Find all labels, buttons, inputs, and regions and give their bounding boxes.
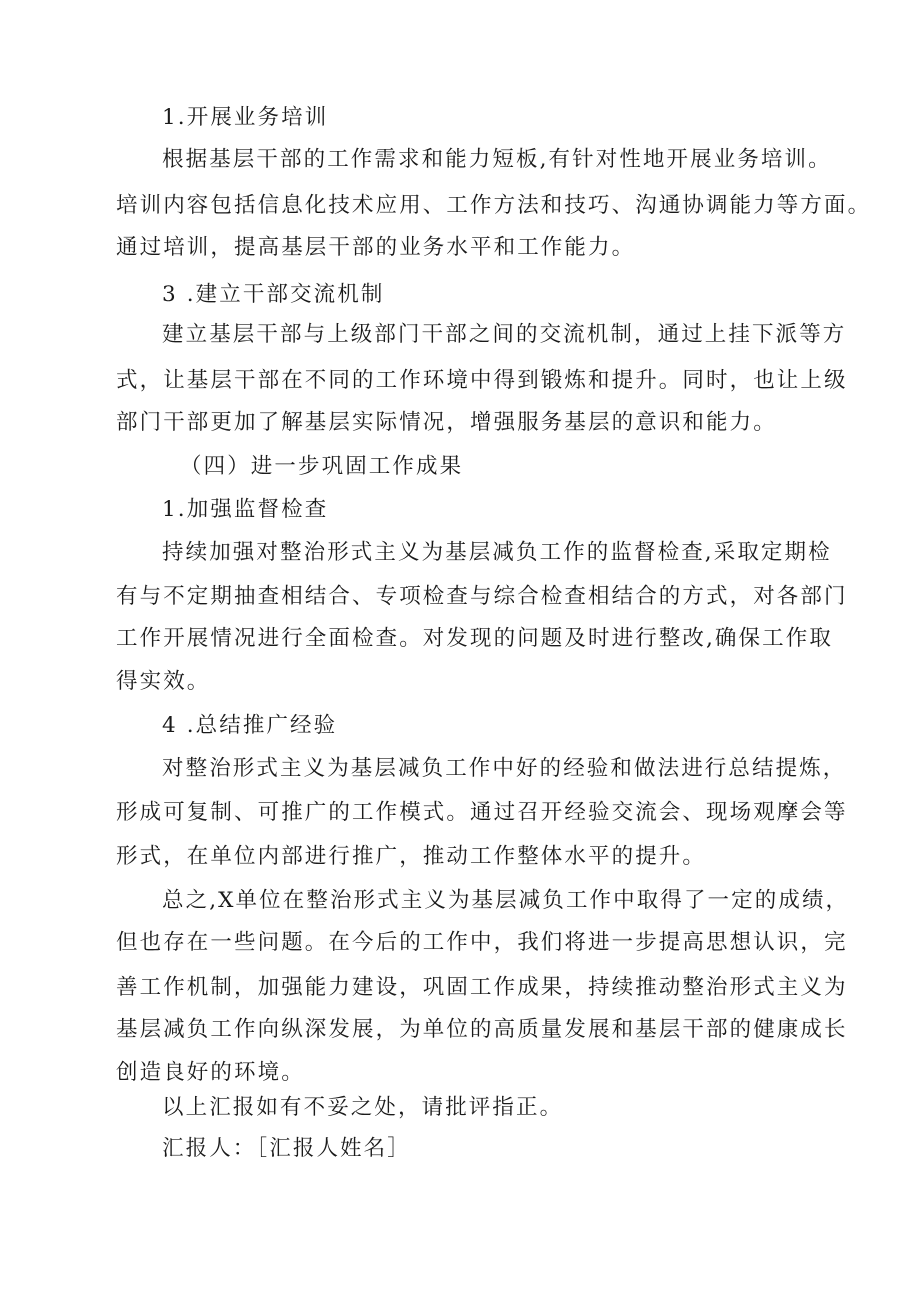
paragraph-line: 培训内容包括信息化技术应用、工作方法和技巧、沟通协调能力等方面。: [116, 193, 872, 218]
subheading-promote-experience: 4 .总结推广经验: [162, 713, 338, 738]
subheading-exchange-mechanism: 3 .建立干部交流机制: [162, 282, 385, 307]
section-heading-consolidate-results: （四）进一步巩固工作成果: [180, 454, 464, 479]
reporter-signature: 汇报人：［汇报人姓名］: [162, 1136, 411, 1161]
conclusion-line: 总之,X单位在整治形式主义为基层减负工作中取得了一定的成绩，: [162, 888, 850, 913]
paragraph-line: 有与不定期抽查相结合、专项检查与综合检查相结合的方式，对各部门: [116, 584, 848, 609]
closing-remark: 以上汇报如有不妥之处，请批评指正。: [162, 1095, 564, 1120]
paragraph-line: 持续加强对整治形式主义为基层减负工作的监督检查,采取定期检: [162, 540, 832, 565]
paragraph-line: 部门干部更加了解基层实际情况，增强服务基层的意识和能力。: [116, 410, 777, 435]
paragraph-line: 得实效。: [116, 669, 211, 694]
paragraph-line: 根据基层干部的工作需求和能力短板,有针对性地开展业务培训。: [162, 147, 832, 172]
conclusion-line: 善工作机制，加强能力建设，巩固工作成果，持续推动整治形式主义为: [116, 975, 848, 1000]
paragraph-line: 建立基层干部与上级部门干部之间的交流机制，通过上挂下派等方: [162, 322, 847, 347]
subheading-business-training: 1.开展业务培训: [162, 105, 329, 130]
paragraph-line: 式，让基层干部在不同的工作环境中得到锻炼和提升。同时，也让上级: [116, 368, 848, 393]
conclusion-line: 基层减负工作向纵深发展，为单位的高质量发展和基层干部的健康成长: [116, 1017, 848, 1042]
paragraph-line: 对整治形式主义为基层减负工作中好的经验和做法进行总结提炼，: [162, 756, 847, 781]
subheading-supervision: 1.加强监督检查: [162, 497, 329, 522]
conclusion-line: 创造良好的环境。: [116, 1060, 305, 1085]
conclusion-line: 但也存在一些问题。在今后的工作中，我们将进一步提高思想认识，完: [116, 930, 848, 955]
paragraph-line: 通过培训，提高基层干部的业务水平和工作能力。: [116, 235, 636, 260]
paragraph-line: 工作开展情况进行全面检查。对发现的问题及时进行整改,确保工作取: [116, 626, 833, 651]
paragraph-line: 形式，在单位内部进行推广，推动工作整体水平的提升。: [116, 844, 707, 869]
paragraph-line: 形成可复制、可推广的工作模式。通过召开经验交流会、现场观摩会等: [116, 800, 848, 825]
